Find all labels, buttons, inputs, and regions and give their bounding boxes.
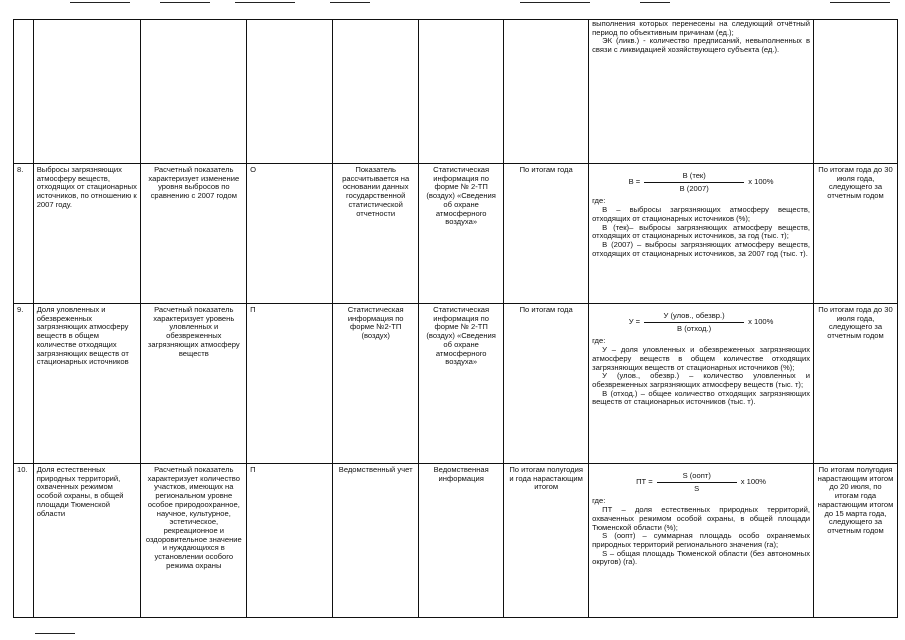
indicator-type: Расчетный показатель характеризует уровень уловленных и обезвреженных загрязняющих атмосферу веществ xyxy=(141,304,247,464)
row-number: 8. xyxy=(14,164,34,304)
indicator-type: Расчетный показатель характеризует количество участков, имеющих на региональном уровне особое природоохранное, научное, культурное, эстетическое, рекреационное и оздоровительное значение и нуждающихся в установлении особого режима охраны xyxy=(141,464,247,618)
where-label: где: xyxy=(592,196,606,206)
indicator-method xyxy=(589,164,814,304)
indicator-period: По итогам полугодия и года нарастающим итогом xyxy=(504,464,589,618)
page-edge-line xyxy=(35,633,75,634)
method-text: выполнения которых перенесены на следующий отчётный период по объективным причинам (ед.); xyxy=(592,19,810,37)
page-edge-line xyxy=(235,2,295,3)
cell-code xyxy=(247,20,333,164)
indicator-name: Выбросы загрязняющих атмосферу веществ, отходящих от стационарных источников, по отношению к 2007 году. xyxy=(33,164,141,304)
table-row-continuation xyxy=(14,20,898,164)
indicator-name: Доля естественных природных территорий, охваченных режимом особой охраны, в общей площади Тюменской области xyxy=(33,464,141,618)
method-text: ЭК (ликв.) - количество предписаний, невыполненных в связи с ликвидацией хозяйствующего субъекта (ед.). xyxy=(592,36,810,55)
where-label: где: xyxy=(592,336,606,346)
indicator-basis: Статистическая информация по форме №2-ТП (воздух) xyxy=(333,304,419,464)
row-number: 9. xyxy=(14,304,34,464)
page-edge-line xyxy=(640,2,670,3)
method-text: ПТ – доля естественных природных территорий, охваченных режимом особой охраны, в общей площади Тюменской области (%); xyxy=(592,505,810,532)
indicator-code: П xyxy=(247,304,333,464)
indicator-method xyxy=(589,304,814,464)
row-number: 10. xyxy=(14,464,34,618)
cell-type xyxy=(141,20,247,164)
indicator-deadline: По итогам полугодия нарастающим итогом до 20 июля, по итогам года нарастающим итогом до 15 марта года, следующего за отчетным годом xyxy=(814,464,898,618)
method-text: У (улов., обезвр.) – количество уловленных и обезвреженных загрязняющих атмосферу веществ (тыс. т); xyxy=(592,371,810,389)
method-text: В – выбросы загрязняющих атмосферу веществ, отходящих от стационарных источников (%); xyxy=(592,205,810,223)
formula xyxy=(592,472,810,493)
formula-tail: х 100% xyxy=(748,177,774,187)
cell-period xyxy=(504,20,589,164)
cell-source xyxy=(419,20,504,164)
indicator-deadline: По итогам года до 30 июля года, следующего за отчетным годом xyxy=(814,164,898,304)
formula-tail: х 100% xyxy=(748,317,774,327)
formula-fraction xyxy=(644,172,744,193)
cell-num xyxy=(14,20,34,164)
indicator-period: По итогам года xyxy=(504,304,589,464)
indicator-code: О xyxy=(247,164,333,304)
indicator-basis: Ведомственный учет xyxy=(333,464,419,618)
indicator-period: По итогам года xyxy=(504,164,589,304)
formula-denominator: S xyxy=(694,483,700,493)
formula-lhs: У = xyxy=(628,317,641,327)
table-row xyxy=(14,304,898,464)
cell-deadline xyxy=(814,20,898,164)
indicator-method xyxy=(589,464,814,618)
formula-denominator: В (отход.) xyxy=(677,323,712,333)
formula-denominator: В (2007) xyxy=(679,183,709,193)
cell-name xyxy=(33,20,141,164)
formula xyxy=(592,172,810,193)
method-text: В (2007) – выбросы загрязняющих атмосферу веществ, отходящих от стационарных источников, за 2007 год (тыс. т). xyxy=(592,239,810,258)
indicator-name: Доля уловленных и обезвреженных загрязняющих атмосферу веществ в общем количестве отходящих загрязняющих веществ от стационарных источников xyxy=(33,304,141,464)
method-text: S – общая площадь Тюменской области (без автономных округов) (га). xyxy=(592,548,810,567)
indicator-type: Расчетный показатель характеризует изменение уровня выбросов по сравнению с 2007 годом xyxy=(141,164,247,304)
indicator-source: Ведомственная информация xyxy=(419,464,504,618)
page-edge-line xyxy=(330,2,370,3)
cell-method xyxy=(589,20,814,164)
table-row xyxy=(14,464,898,618)
formula-fraction xyxy=(657,472,737,493)
indicators-table xyxy=(13,19,898,618)
page-edge-line xyxy=(830,2,890,3)
page-edge-line xyxy=(70,2,130,3)
indicator-basis: Показатель рассчитывается на основании данных государственной статистической отчетности xyxy=(333,164,419,304)
method-text: S (оопт) – суммарная площадь особо охраняемых природных территорий регионального значения (га); xyxy=(592,531,810,549)
method-text: В (тек)– выбросы загрязняющих атмосферу веществ, отходящих от стационарных источников, за год (тыс. т); xyxy=(592,222,810,241)
formula-numerator: В (тек) xyxy=(682,171,706,180)
indicator-code: П xyxy=(247,464,333,618)
formula-lhs: В = xyxy=(628,177,641,187)
page-edge-line xyxy=(520,2,590,3)
indicator-source: Статистическая информация по форме № 2-ТП (воздух) «Сведения об охране атмосферного воздуха» xyxy=(419,304,504,464)
formula-numerator: У (улов., обезвр.) xyxy=(663,311,725,320)
table-row xyxy=(14,164,898,304)
formula xyxy=(592,312,810,333)
method-text: В (отход.) – общее количество отходящих загрязняющих веществ от стационарных источников (тыс. т). xyxy=(592,388,810,407)
formula-fraction xyxy=(644,312,744,333)
formula-lhs: ПТ = xyxy=(636,477,653,487)
page-edge-line xyxy=(160,2,210,3)
formula-numerator: S (оопт) xyxy=(682,471,711,480)
where-label: где: xyxy=(592,496,606,506)
formula-tail: х 100% xyxy=(740,477,767,487)
indicator-deadline: По итогам года до 30 июля года, следующего за отчетным годом xyxy=(814,304,898,464)
indicator-source: Статистическая информация по форме № 2-ТП (воздух) «Сведения об охране атмосферного воздуха» xyxy=(419,164,504,304)
method-text: У – доля уловленных и обезвреженных загрязняющих атмосферу веществ в общем количестве отходящих загрязняющих веществ от стационарных источников (%); xyxy=(592,345,810,372)
cell-basis xyxy=(333,20,419,164)
